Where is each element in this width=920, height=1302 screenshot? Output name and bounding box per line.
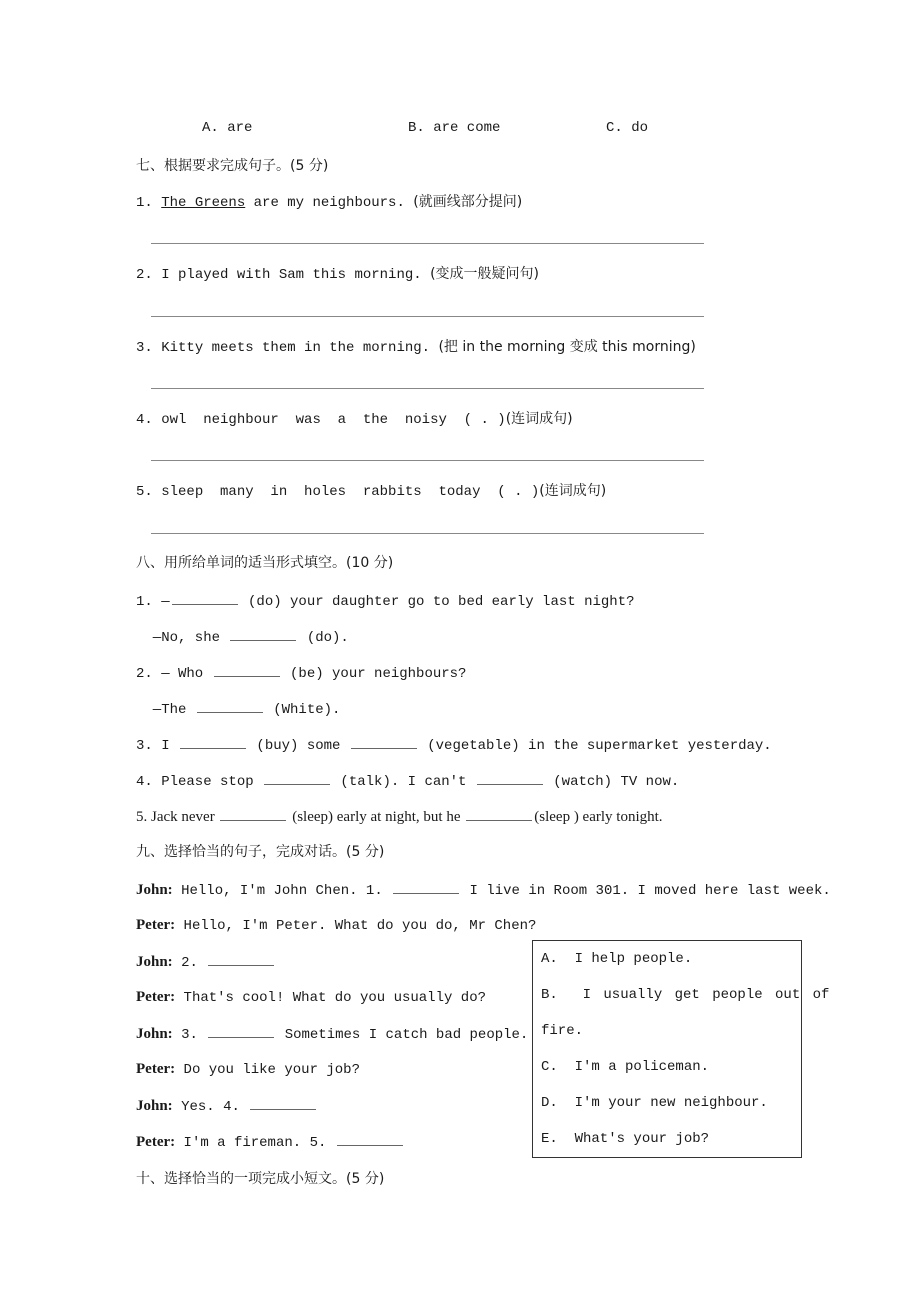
fill-blank[interactable] xyxy=(172,590,238,605)
line-text: (do). xyxy=(298,630,349,646)
fill-blank[interactable] xyxy=(208,1023,274,1038)
speaker-label: Peter: xyxy=(136,917,176,933)
s8-line-4 xyxy=(136,770,679,792)
dialogue-line-6 xyxy=(136,1059,360,1080)
s8-line-5 xyxy=(136,806,663,827)
option-a: A. are xyxy=(202,120,253,136)
dialogue-text: That's cool! What do you usually do? xyxy=(175,990,486,1006)
fill-blank[interactable] xyxy=(337,1131,403,1146)
dialogue-line-5 xyxy=(136,1023,528,1045)
option-b-cont: fire. xyxy=(541,1023,584,1039)
underlined-phrase: The Greens xyxy=(161,195,246,211)
speaker-label: Peter: xyxy=(136,1061,176,1077)
item-number: 1. xyxy=(136,195,162,211)
fill-blank[interactable] xyxy=(351,734,417,749)
answer-line-3[interactable] xyxy=(151,388,704,389)
item-number: 3. xyxy=(136,340,162,356)
dialogue-text: Do you like your job? xyxy=(175,1062,360,1078)
item-number: 5. xyxy=(136,484,162,500)
item-hint: (变成一般疑问句) xyxy=(430,266,539,282)
item-number: 2. xyxy=(136,267,162,283)
fill-blank[interactable] xyxy=(393,879,459,894)
option-b: B. I usually get people out of xyxy=(541,987,830,1003)
line-text: 1. — xyxy=(136,594,170,610)
option-b: B. are come xyxy=(408,120,501,136)
fill-blank[interactable] xyxy=(250,1095,316,1110)
s8-line-2 xyxy=(136,662,466,684)
line-text: 2. — Who xyxy=(136,666,212,682)
line-text: (do) your daughter go to bed early last night? xyxy=(239,594,635,610)
s8-line-2b xyxy=(136,698,340,720)
item-number: 4. xyxy=(136,412,162,428)
dialogue-line-8 xyxy=(136,1131,405,1153)
option-a: A. I help people. xyxy=(541,951,693,967)
line-text: 3. I xyxy=(136,738,179,754)
item-text: I played with Sam this morning. xyxy=(161,267,431,283)
line-text: (sleep ) early tonight. xyxy=(534,809,663,825)
speaker-label: John: xyxy=(136,1098,173,1114)
line-text: (watch) TV now. xyxy=(544,774,680,790)
item-hint: (就画线部分提问) xyxy=(413,194,523,210)
line-text: (White). xyxy=(264,702,341,718)
speaker-label: John: xyxy=(136,1026,173,1042)
section10-title: 十、选择恰当的一项完成小短文。(5 分) xyxy=(136,1171,385,1187)
line-text: (talk). I can't xyxy=(332,774,475,790)
fill-blank[interactable] xyxy=(214,662,280,677)
line-text: (sleep) early at night, but he xyxy=(288,809,465,825)
s7-item-1 xyxy=(136,192,522,213)
dialogue-text: Hello, I'm Peter. What do you do, Mr Chen? xyxy=(175,918,537,934)
line-text: —The xyxy=(136,702,195,718)
fill-blank[interactable] xyxy=(230,626,296,641)
line-text: (vegetable) in the supermarket yesterday. xyxy=(418,738,772,754)
item-text: owl neighbour was a the noisy ( . ) xyxy=(161,412,506,428)
section9-title: 九、选择恰当的句子，完成对话。(5 分) xyxy=(136,844,385,860)
item-hint: (把 in the morning 变成 this morning) xyxy=(438,339,696,355)
speaker-label: Peter: xyxy=(136,1134,176,1150)
option-c: C. do xyxy=(606,120,649,136)
dialogue-line-3 xyxy=(136,951,276,973)
answer-line-4[interactable] xyxy=(151,460,704,461)
option-c: C. I'm a policeman. xyxy=(541,1059,710,1075)
item-text: sleep many in holes rabbits today ( . ) xyxy=(161,484,540,500)
s7-item-5 xyxy=(136,481,606,502)
speaker-label: John: xyxy=(136,882,173,898)
answer-line-1[interactable] xyxy=(151,243,704,244)
dialogue-line-7 xyxy=(136,1095,318,1117)
option-d: D. I'm your new neighbour. xyxy=(541,1095,768,1111)
fill-blank[interactable] xyxy=(220,806,286,821)
item-text: Kitty meets them in the morning. xyxy=(161,340,439,356)
fill-blank[interactable] xyxy=(197,698,263,713)
section7-title: 七、根据要求完成句子。(5 分) xyxy=(136,158,329,174)
speaker-label: John: xyxy=(136,954,173,970)
fill-blank[interactable] xyxy=(264,770,330,785)
dialogue-text: Sometimes I catch bad people. xyxy=(276,1027,529,1043)
fill-blank[interactable] xyxy=(180,734,246,749)
dialogue-text: 3. xyxy=(172,1027,207,1043)
line-text: (be) your neighbours? xyxy=(281,666,467,682)
answer-line-2[interactable] xyxy=(151,316,704,317)
s7-item-4 xyxy=(136,409,573,430)
fill-blank[interactable] xyxy=(466,806,532,821)
dialogue-line-2 xyxy=(136,915,536,936)
line-text: (buy) some xyxy=(248,738,349,754)
s8-line-3 xyxy=(136,734,772,756)
dialogue-text: Hello, I'm John Chen. 1. xyxy=(172,883,392,899)
dialogue-line-1 xyxy=(136,879,831,901)
item-text: are my neighbours. xyxy=(245,195,414,211)
answer-line-5[interactable] xyxy=(151,533,704,534)
item-hint: (连词成句) xyxy=(539,483,607,499)
speaker-label: Peter: xyxy=(136,989,176,1005)
s8-line-1 xyxy=(136,590,634,612)
dialogue-text: I live in Room 301. I moved here last week. xyxy=(461,883,831,899)
section8-title: 八、用所给单词的适当形式填空。(10 分) xyxy=(136,555,394,571)
s7-item-2 xyxy=(136,264,539,285)
dialogue-text: Yes. 4. xyxy=(172,1099,249,1115)
line-text: 4. Please stop xyxy=(136,774,263,790)
dialogue-line-4 xyxy=(136,987,486,1008)
option-e: E. What's your job? xyxy=(541,1131,710,1147)
line-text: —No, she xyxy=(136,630,229,646)
fill-blank[interactable] xyxy=(208,951,274,966)
s7-item-3 xyxy=(136,337,696,358)
s8-line-1b xyxy=(136,626,349,648)
dialogue-text: I'm a fireman. 5. xyxy=(175,1135,335,1151)
item-hint: (连词成句) xyxy=(505,411,573,427)
dialogue-text: 2. xyxy=(172,955,207,971)
options-box xyxy=(532,940,830,1158)
line-text: 5. Jack never xyxy=(136,809,219,825)
fill-blank[interactable] xyxy=(477,770,543,785)
